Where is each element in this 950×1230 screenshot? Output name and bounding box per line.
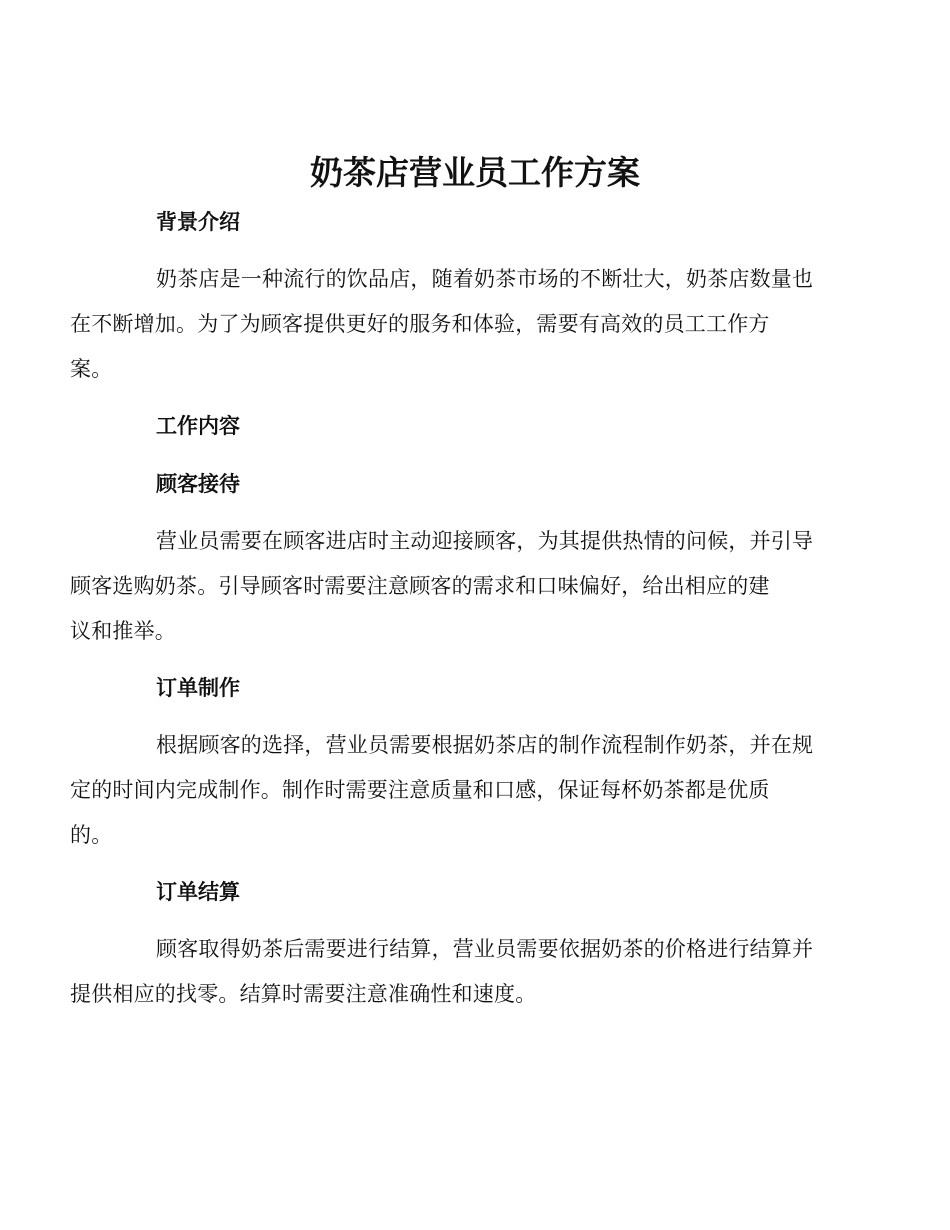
section-heading-background: 背景介绍 bbox=[156, 210, 240, 234]
document-title: 奶茶店营业员工作方案 bbox=[310, 153, 640, 192]
section-paragraph-order-settlement bbox=[70, 927, 838, 1017]
section-paragraph-background bbox=[70, 257, 838, 392]
paragraph-line: 顾客取得奶茶后需要进行结算，营业员需要依据奶茶的价格进行结算并 bbox=[156, 937, 814, 961]
section-heading-work-content: 工作内容 bbox=[156, 414, 240, 438]
paragraph-line: 定的时间内完成制作。制作时需要注意质量和口感，保证每杯奶茶都是优质 bbox=[70, 778, 770, 802]
paragraph-line: 根据顾客的选择，营业员需要根据奶茶店的制作流程制作奶茶，并在规 bbox=[156, 733, 814, 757]
paragraph-line: 顾客选购奶茶。引导顾客时需要注意顾客的需求和口味偏好，给出相应的建 bbox=[70, 574, 770, 598]
paragraph-line: 的。 bbox=[70, 823, 113, 847]
paragraph-line: 奶茶店是一种流行的饮品店，随着奶茶市场的不断壮大，奶茶店数量也 bbox=[156, 267, 814, 291]
section-heading-order-making: 订单制作 bbox=[156, 676, 240, 700]
paragraph-line: 营业员需要在顾客进店时主动迎接顾客，为其提供热情的问候，并引导 bbox=[156, 529, 814, 553]
section-paragraph-order-making bbox=[70, 723, 838, 858]
section-heading-order-settlement: 订单结算 bbox=[156, 880, 240, 904]
section-heading-customer-reception: 顾客接待 bbox=[156, 472, 240, 496]
paragraph-line: 案。 bbox=[70, 357, 113, 381]
paragraph-line: 提供相应的找零。结算时需要注意准确性和速度。 bbox=[70, 982, 537, 1006]
paragraph-line: 议和推举。 bbox=[70, 619, 176, 643]
paragraph-line: 在不断增加。为了为顾客提供更好的服务和体验，需要有高效的员工工作方 bbox=[70, 312, 770, 336]
section-paragraph-customer-reception bbox=[70, 519, 838, 654]
